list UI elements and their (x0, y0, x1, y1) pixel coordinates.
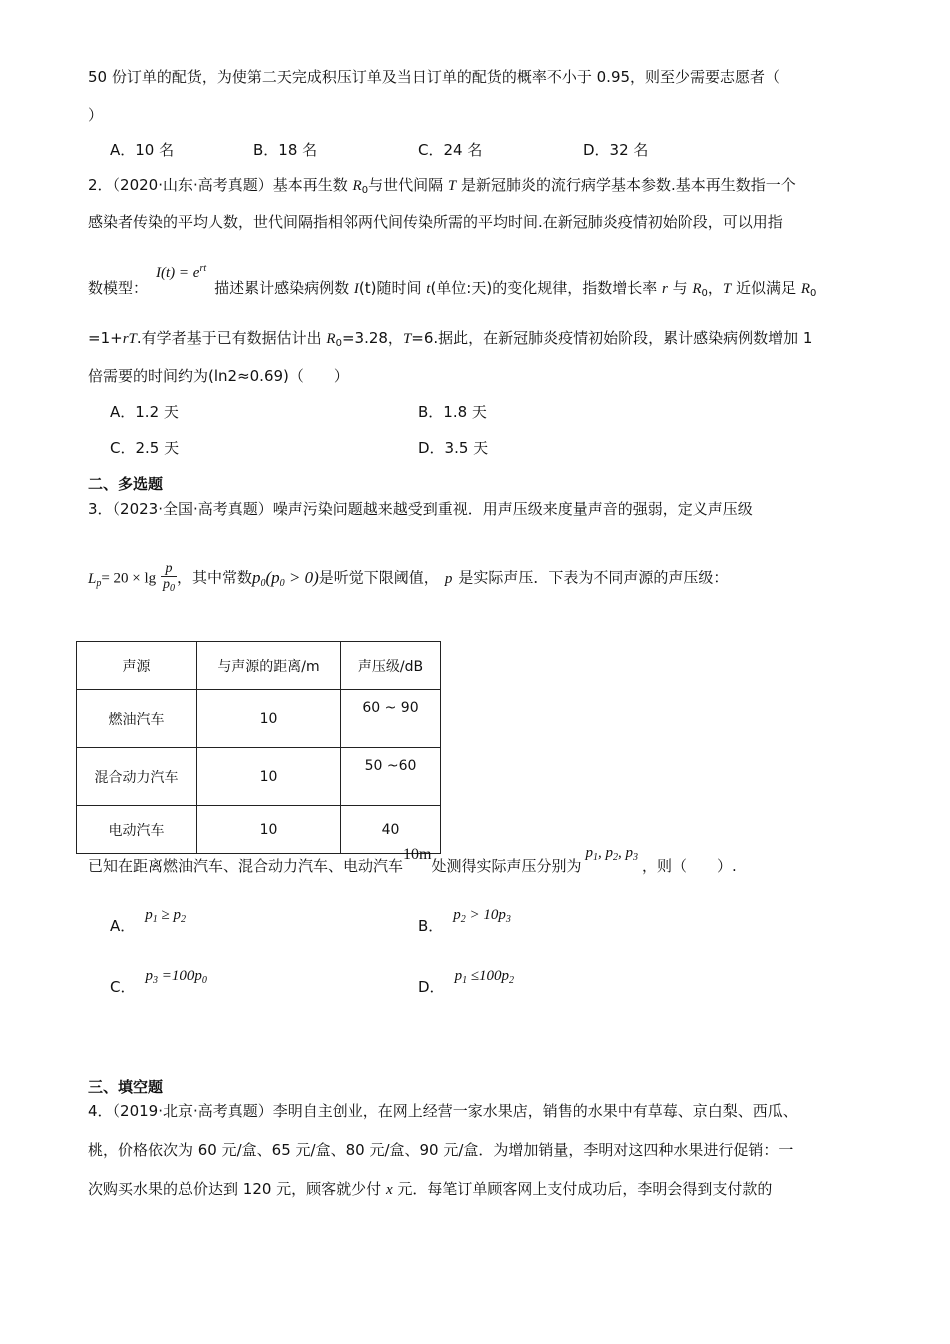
table-row (77, 690, 441, 748)
q3-text-line3: 已知在距离燃油汽车、混合动力汽车、电动汽车10m处测得实际声压分别为$p_1$, $p_2$, $p_3$ ，则（ ）. (88, 845, 737, 875)
table-cell: 燃油汽车 (77, 690, 197, 748)
q3-option-c: C．$p_3 =100p_0$ (110, 968, 207, 996)
table-cell: 10 (197, 806, 341, 854)
table-header-row (77, 642, 441, 690)
q1-text-line2: ） (88, 106, 104, 124)
q4-text-line1: 4．（2019·北京·高考真题）李明自主创业，在网上经营一家水果店，销售的水果中有草莓、京白梨、西瓜、 (88, 1102, 798, 1120)
section-heading-fill-in: 三、填空题 (88, 1078, 164, 1096)
q1-option-d: D．32 名 (583, 141, 649, 159)
q2-text-line2: 感染者传染的平均人数，世代间隔指相邻两代间传染所需的平均时间.在新冠肺炎疫情初始阶段，可以用指 (88, 213, 783, 231)
table-row (77, 748, 441, 806)
q1-option-b: B．18 名 (253, 141, 318, 159)
q2-text-line1: 2．（2020·山东·高考真题）基本再生数 $R_0$与世代间隔 T 是新冠肺炎的流行病学基本参数.基本再生数指一个 (88, 176, 796, 196)
q2-option-d: D．3.5 天 (418, 439, 489, 457)
exponential-model-formula: $I(t) = e^{rt}$ (156, 263, 207, 281)
q2-option-c: C．2.5 天 (110, 439, 180, 457)
table-cell: 10 (197, 748, 341, 806)
q1-option-c: C．24 名 (418, 141, 483, 159)
table-header-cell: 声压级/dB (341, 642, 441, 690)
q1-text-line1: 50 份订单的配货，为使第二天完成积压订单及当日订单的配货的概率不小于 0.95，则至少需要志愿者（ (88, 68, 781, 86)
table-cell: 电动汽车 (77, 806, 197, 854)
table-header-cell: 与声源的距离/m (197, 642, 341, 690)
q2-option-b: B．1.8 天 (418, 403, 487, 421)
table-row (77, 806, 441, 854)
q4-text-line2: 桃，价格依次为 60 元/盒、65 元/盒、80 元/盒、90 元/盒．为增加销量，李明对这四种水果进行促销：一 (88, 1141, 794, 1159)
q2-text-line5: 倍需要的时间约为(ln2≈0.69)（ ） (88, 367, 349, 385)
table-cell: 60 ~ 90 (341, 690, 441, 748)
q2-text-line4: =1+rT.有学者基于已有数据估计出 $R_0=3.28$，T=6.据此，在新冠肺炎疫情初始阶段，累计感染病例数增加 1 (88, 329, 813, 349)
q3-text-line2: $L_p= 20 \times \lg$ $\frac{p}{p_0}$ ，其中常数$p_0(p_0 > 0)$是听觉下限阈值， p 是实际声压．下表为不同声源的声压级： (88, 561, 729, 594)
table-header-cell: 声源 (77, 642, 197, 690)
sound-level-formula: $L_p$ (88, 570, 102, 589)
q2-text-line3: 数模型：$I(t) = e^{rt}$描述累计感染病例数 I(t)随时间 t(单位:天)的变化规律，指数增长率 r 与 $R_0$，T 近似满足 $R_0$ (88, 263, 817, 299)
section-heading-multiple-choice: 二、多选题 (88, 475, 164, 493)
q3-text-line1: 3．（2023·全国·高考真题）噪声污染问题越来越受到重视．用声压级来度量声音的强弱，定义声压级 (88, 500, 753, 518)
q3-option-d: D．$p_1 \le 100p_2$ (418, 968, 515, 996)
q1-option-a: A．10 名 (110, 141, 175, 159)
q4-text-line3: 次购买水果的总价达到 120 元，顾客就少付 x 元．每笔订单顾客网上支付成功后，李明会得到支付款的 (88, 1180, 773, 1198)
table-cell: 40 (341, 806, 441, 854)
q3-option-a: A．$p_1 \ge p_2$ (110, 907, 186, 935)
table-cell: 50 ~60 (341, 748, 441, 806)
sound-level-table (76, 641, 441, 854)
table-cell: 10 (197, 690, 341, 748)
table-cell: 混合动力汽车 (77, 748, 197, 806)
q3-option-b: B．$p_2 > 10p_3$ (418, 907, 511, 935)
q2-option-a: A．1.2 天 (110, 403, 179, 421)
